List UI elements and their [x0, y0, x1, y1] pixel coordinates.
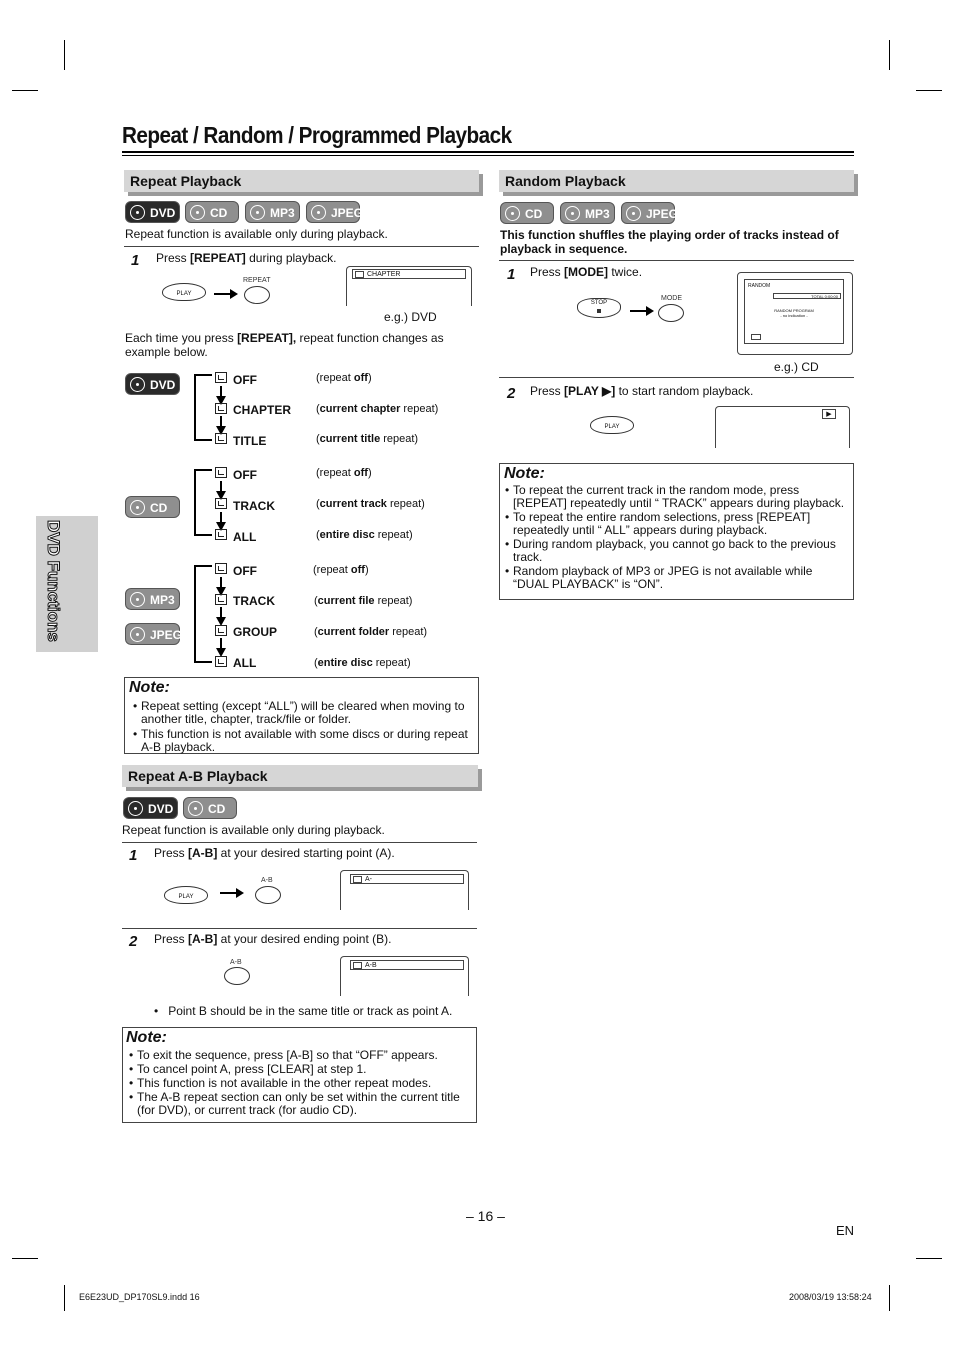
random-note-box [499, 463, 854, 600]
repeat-playback-heading: Repeat Playback [124, 170, 479, 192]
ab-button-label: A-B [261, 877, 273, 884]
flow-option-label: CHAPTER [233, 403, 292, 417]
note-item: • Random playback of MP3 or JPEG is not available while “DUAL PLAYBACK” is “ON”. [513, 565, 849, 591]
disc-icon [128, 801, 143, 816]
screen-bar: CHAPTER [352, 269, 466, 279]
flow-option-label: ALL [233, 656, 257, 670]
note-item: • To exit the sequence, press [A-B] so that “OFF” appears. [137, 1049, 473, 1062]
flow-option-label: TRACK [233, 594, 275, 608]
crop-mark [64, 1285, 65, 1311]
repeat-icon [215, 403, 227, 414]
step-number: 2 [129, 933, 138, 950]
flow-loop [194, 565, 196, 662]
stop-icon [597, 309, 601, 313]
flow-loop [194, 374, 196, 440]
footer-timestamp: 2008/03/19 13:58:24 [789, 1292, 872, 1302]
crop-mark [916, 90, 942, 91]
note-item: • To repeat the entire random selections, press [REPEAT] repeatedly until “ ALL” appears during playback. [513, 511, 849, 537]
flow-loop [194, 439, 212, 441]
flow-loop [194, 374, 212, 376]
flow-option-desc: (current chapter repeat) [316, 403, 439, 415]
repeat-icon [353, 962, 362, 969]
flow-option-label: TRACK [233, 499, 275, 513]
step-number: 1 [129, 847, 138, 864]
disc-icon [565, 206, 580, 221]
flow-loop [194, 469, 212, 471]
disc-icon [188, 801, 203, 816]
screen-bar: A-B [350, 960, 464, 970]
disc-icon [250, 205, 265, 220]
disc-icon [130, 592, 145, 607]
flow-option-desc: (repeat off) [313, 564, 369, 576]
crop-mark [916, 1258, 942, 1259]
random-screen-panel: RANDOM TOTAL 0:00:00 RANDOM PROGRAM - no indication - [744, 279, 844, 344]
note-item: • This function is not available with some discs or during repeat A-B playback. [141, 728, 474, 754]
note-title: Note: [504, 465, 545, 482]
language-label: EN [836, 1223, 855, 1238]
random-step2-text: Press [PLAY ▶] to start random playback. [530, 384, 754, 398]
page-title: Repeat / Random / Programmed Playback [122, 122, 512, 148]
crop-mark [64, 40, 65, 70]
note-item: • To repeat the current track in the random mode, press [REPEAT] repeatedly until “ TRACK” appears during playback. [513, 484, 849, 510]
ab-button-label: A-B [230, 959, 242, 966]
note-title: Note: [129, 679, 170, 696]
flow-option-label: OFF [233, 373, 257, 387]
dvd-badge: DVD [125, 201, 180, 223]
repeat-icon [215, 433, 227, 444]
step-number: 1 [131, 252, 140, 269]
repeat-button-label: REPEAT [243, 277, 271, 284]
note-item: • To cancel point A, press [CLEAR] at step 1. [137, 1063, 473, 1076]
flow-loop [194, 661, 212, 663]
flow-option-label: ALL [233, 530, 257, 544]
crop-mark [889, 1285, 890, 1311]
flow-option-label: OFF [233, 564, 257, 578]
jpeg-badge: JPEG [621, 202, 675, 224]
note-title: Note: [126, 1029, 167, 1046]
divider [122, 928, 477, 929]
divider [499, 260, 854, 261]
title-rule [122, 151, 854, 153]
crop-mark [12, 1258, 38, 1259]
repeat-icon [215, 467, 227, 478]
disc-icon [190, 205, 205, 220]
flow-option-desc: (entire disc repeat) [314, 657, 411, 669]
flow-option-label: TITLE [233, 434, 267, 448]
repeat-each-text: Each time you press [REPEAT], repeat function changes as example below. [125, 331, 444, 359]
disc-icon [130, 205, 145, 220]
example-label: e.g.) CD [774, 360, 819, 374]
repeat-ab-heading: Repeat A-B Playback [122, 765, 478, 787]
repeat-icon [215, 498, 227, 509]
crop-mark [889, 40, 890, 70]
repeat-icon [215, 529, 227, 540]
repeat-icon [215, 656, 227, 667]
flow-option-desc: (repeat off) [316, 467, 372, 479]
repeat-button-illustration [244, 286, 270, 304]
jpeg-badge: JPEG [306, 201, 360, 223]
repeat-note-box [124, 677, 479, 754]
footer-filename: E6E23UD_DP170SL9.indd 16 [79, 1292, 200, 1302]
flow-loop [194, 469, 196, 535]
random-step1-text: Press [MODE] twice. [530, 265, 643, 279]
stop-button-illustration: STOP [577, 298, 621, 318]
repeat-icon [353, 876, 362, 883]
random-intro: This function shuffles the playing order of tracks instead of playback in sequence. [500, 228, 839, 256]
note-item: • Repeat setting (except “ALL”) will be cleared when moving to another title, chapter, track/file or folder. [141, 700, 474, 726]
ab-step1-text: Press [A-B] at your desired starting point (A). [154, 846, 395, 860]
flow-option-desc: (current folder repeat) [314, 626, 428, 638]
tv-screen [737, 272, 853, 355]
mode-button-illustration [658, 304, 684, 322]
flow-option-label: OFF [233, 468, 257, 482]
arrow-right-icon [214, 293, 236, 295]
repeat-icon [215, 625, 227, 636]
mp3-badge: MP3 [245, 201, 300, 223]
cd-mini-icon [751, 334, 761, 340]
ab-button-illustration [224, 967, 250, 985]
divider [122, 842, 477, 843]
crop-mark [12, 90, 38, 91]
play-icon: ▶ [822, 409, 836, 419]
play-button-illustration: PLAY [164, 886, 208, 904]
flow-option-desc: (current track repeat) [316, 498, 425, 510]
note-item: • The A-B repeat section can only be set within the current title (for DVD), or current track (for audio CD). [137, 1091, 473, 1117]
step-number: 1 [507, 266, 516, 283]
side-tab-label: DVD Functions [44, 520, 63, 642]
page-number: – 16 – [466, 1208, 505, 1224]
disc-icon [505, 206, 520, 221]
dvd-badge: DVD [125, 373, 180, 395]
repeat-icon [215, 372, 227, 383]
flow-option-desc: (entire disc repeat) [316, 529, 413, 541]
cd-badge: CD [185, 201, 239, 223]
note-item: • This function is not available in the other repeat modes. [137, 1077, 473, 1090]
title-rule [122, 155, 854, 156]
note-item: • During random playback, you cannot go back to the previous track. [513, 538, 849, 564]
flow-option-desc: (current file repeat) [314, 595, 413, 607]
repeat-icon [355, 271, 364, 278]
disc-icon [130, 627, 145, 642]
play-button-illustration: PLAY [590, 416, 634, 434]
flow-loop [194, 534, 212, 536]
disc-icon [626, 206, 641, 221]
example-label: e.g.) DVD [384, 310, 437, 324]
ab-step2-text: Press [A-B] at your desired ending point (B). [154, 932, 392, 946]
ab-bullet: • Point B should be in the same title or track as point A. [154, 1004, 453, 1018]
dvd-badge: DVD [123, 797, 178, 819]
disc-icon [130, 500, 145, 515]
mode-button-label: MODE [661, 295, 682, 302]
play-button-illustration: PLAY [162, 283, 206, 301]
divider [499, 377, 854, 378]
ab-note-box [122, 1027, 477, 1123]
flow-option-label: GROUP [233, 625, 278, 639]
repeat-step1-text: Press [REPEAT] during playback. [156, 251, 337, 265]
flow-option-desc: (current title repeat) [316, 433, 419, 445]
mp3-badge: MP3 [125, 588, 180, 610]
divider [124, 246, 479, 247]
flow-option-desc: (repeat off) [316, 372, 372, 384]
repeat-icon [215, 594, 227, 605]
cd-badge: CD [500, 202, 554, 224]
step-number: 2 [507, 385, 516, 402]
arrow-right-icon [220, 892, 242, 894]
jpeg-badge: JPEG [125, 623, 180, 645]
repeat-icon [215, 563, 227, 574]
disc-icon [311, 205, 326, 220]
cd-badge: CD [125, 496, 180, 518]
mp3-badge: MP3 [560, 202, 615, 224]
repeat-intro: Repeat function is available only during playback. [125, 227, 388, 241]
arrow-right-icon [630, 310, 652, 312]
ab-button-illustration [255, 886, 281, 904]
ab-intro: Repeat function is available only during playback. [122, 823, 385, 837]
cd-badge: CD [183, 797, 237, 819]
random-playback-heading: Random Playback [499, 170, 854, 192]
flow-loop [194, 565, 212, 567]
disc-icon [130, 377, 145, 392]
screen-bar: A- [350, 874, 464, 884]
